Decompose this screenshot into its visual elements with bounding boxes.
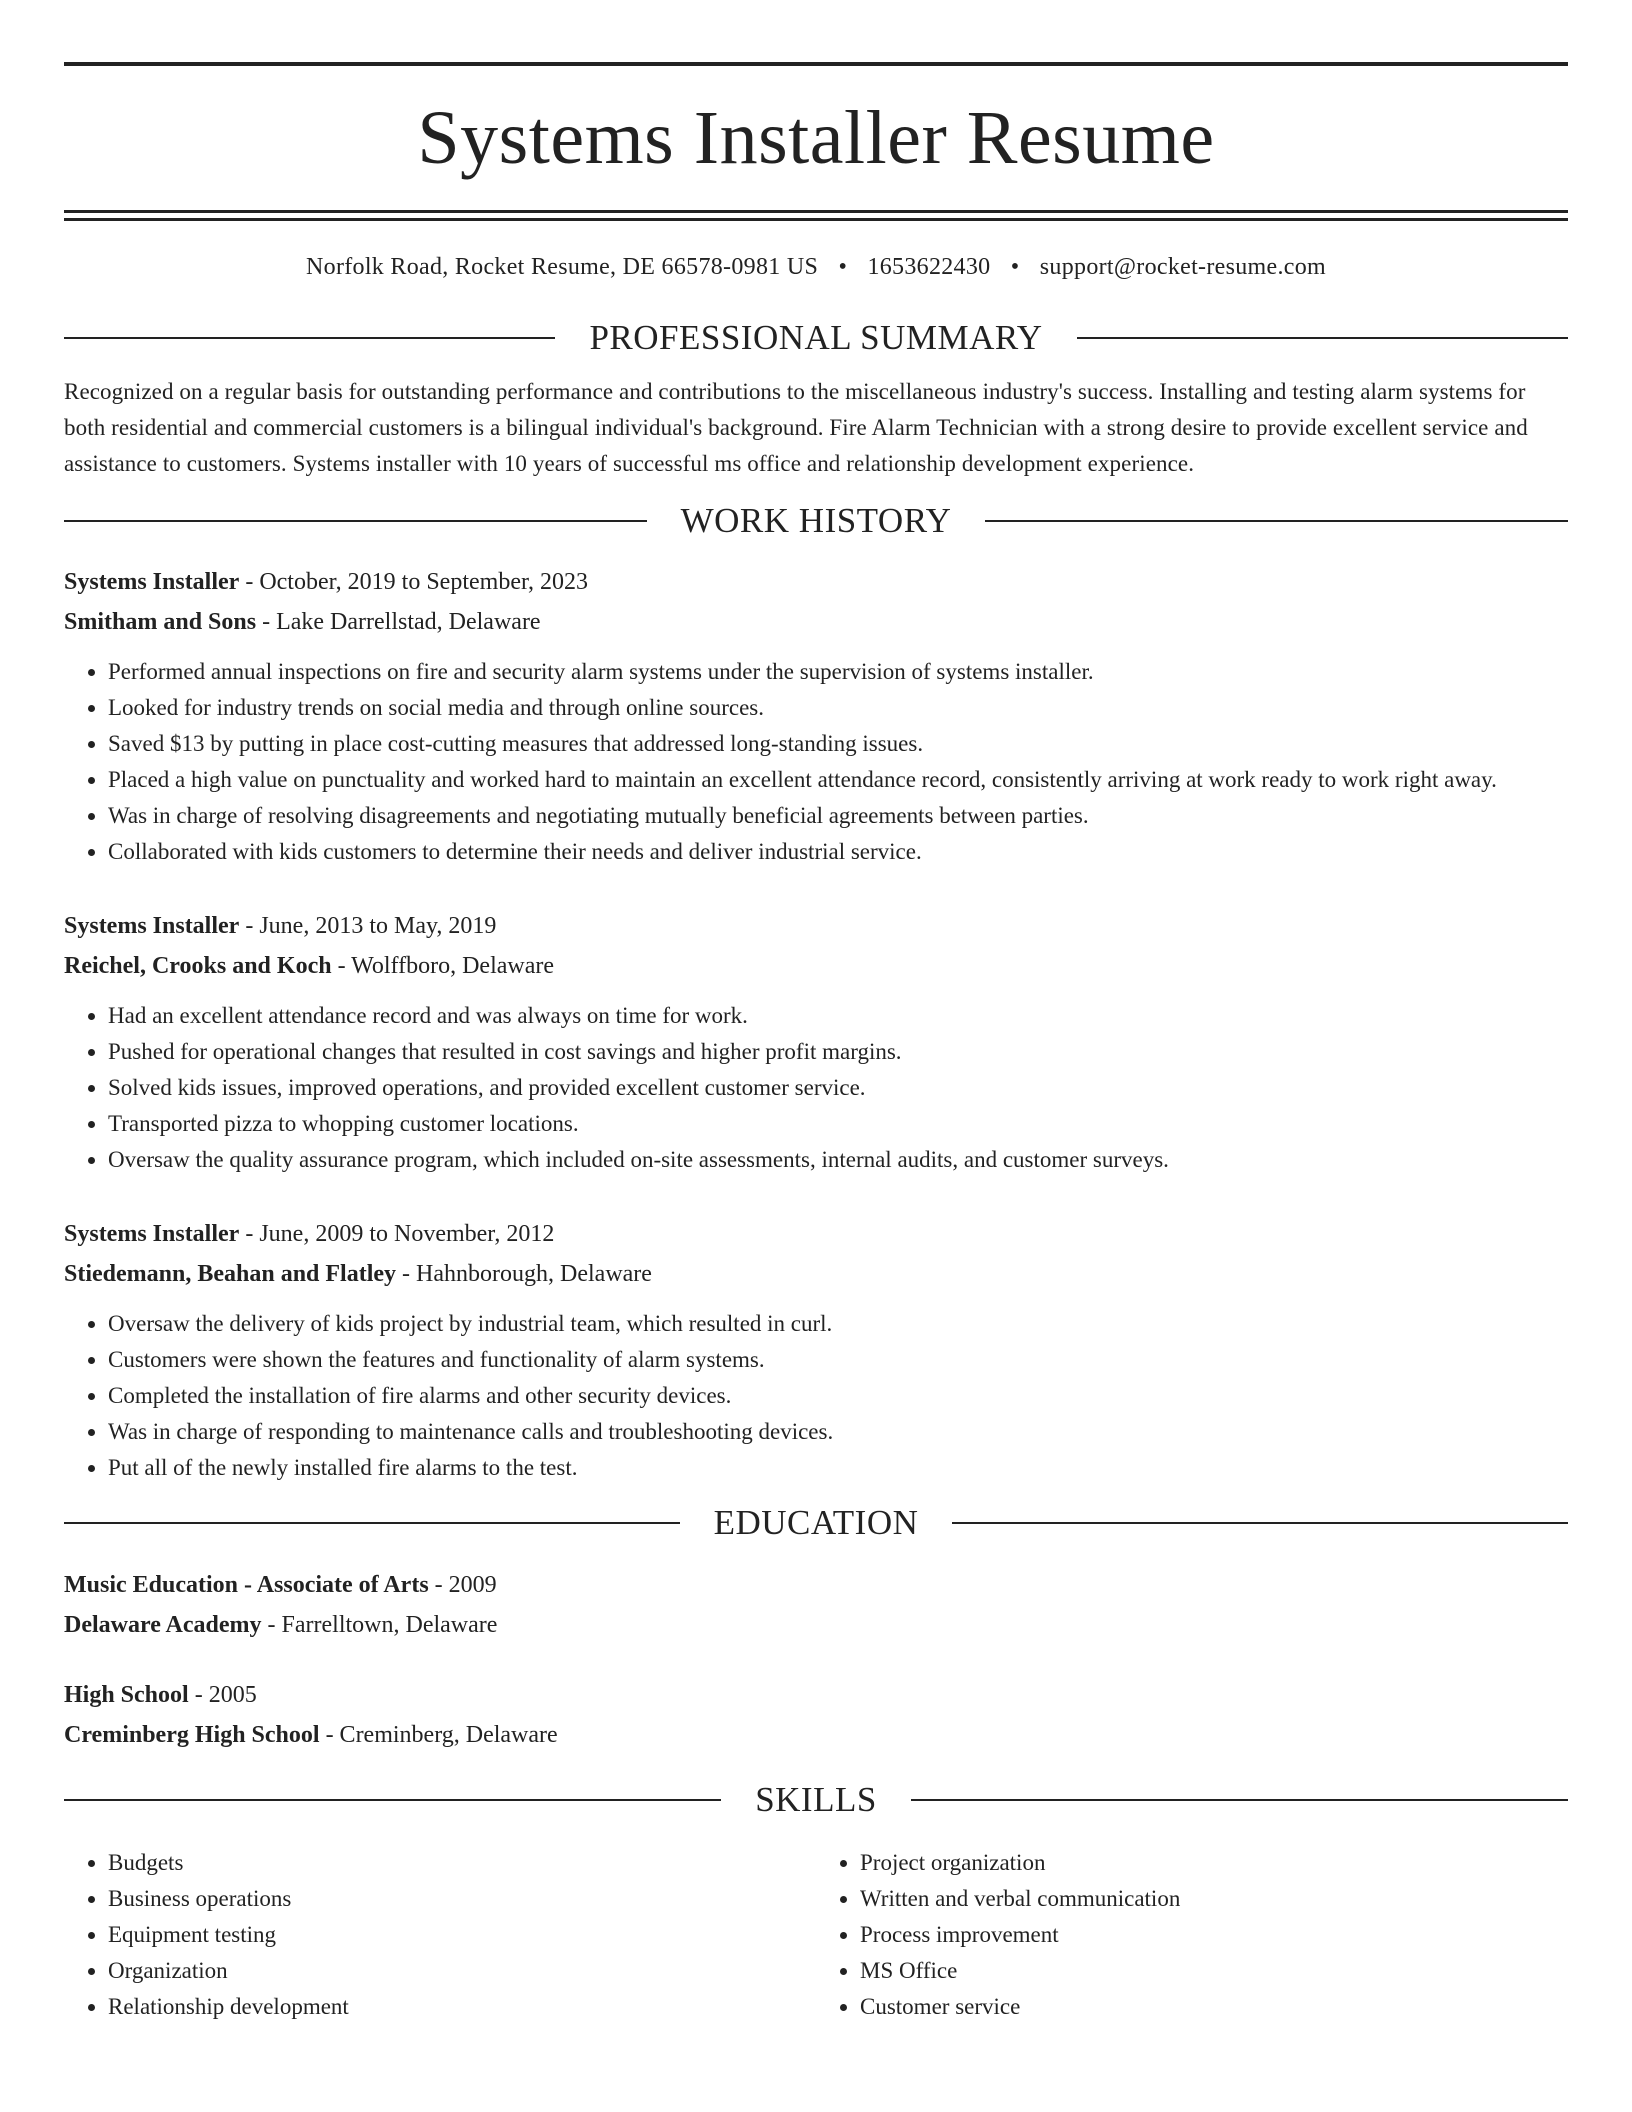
- job-bullets: [64, 1306, 1568, 1486]
- job-bullets: [64, 998, 1568, 1178]
- contact-line: [64, 254, 1568, 281]
- list-item: • Completed the installation of fire alarms and other security devices.: [108, 1378, 1568, 1414]
- job-company: Stiedemann, Beahan and Flatley: [64, 1261, 397, 1287]
- skills-columns: [64, 1845, 1568, 2025]
- job-dates: - June, 2013 to May, 2019: [239, 913, 497, 939]
- job-company-line: [64, 602, 1568, 642]
- education-location: - Farrelltown, Delaware: [261, 1611, 498, 1638]
- job-title-line: [64, 1214, 1568, 1254]
- list-item: • Pushed for operational changes that resulted in cost savings and higher profit margins.: [108, 1034, 1568, 1070]
- list-item: • Customers were shown the features and functionality of alarm systems.: [108, 1342, 1568, 1378]
- job-title-line: [64, 562, 1568, 602]
- contact-address: Norfolk Road, Rocket Resume, DE 66578-0981 US: [306, 254, 819, 280]
- education-degree: High School: [64, 1681, 189, 1708]
- section-title: SKILLS: [755, 1779, 877, 1819]
- job-bullets: [64, 654, 1568, 870]
- list-item: • Saved $13 by putting in place cost-cutting measures that addressed long-standing issues.: [108, 726, 1568, 762]
- education-year: - 2009: [428, 1571, 497, 1598]
- list-item: • Put all of the newly installed fire alarms to the test.: [108, 1450, 1568, 1486]
- summary-paragraph: Recognized on a regular basis for outstanding performance and contributions to the miscellaneous industry's success. Installing and testing alarm systems for both residential and commercial customers is a bilingual individual's background. Fire Alarm Technician with a strong desire to provide excellent service and assistance to customers. Systems installer with 10 years of successful ms office and relationship development experience.: [64, 378, 1528, 476]
- contact-email: support@rocket-resume.com: [1039, 254, 1326, 280]
- skills-list-left: [64, 1845, 816, 2025]
- resume-page: [64, 0, 1568, 2025]
- job-company-line: [64, 946, 1568, 986]
- section-title: WORK HISTORY: [680, 500, 952, 540]
- list-item: • Process improvement: [860, 1917, 1568, 1953]
- heading-rule: [64, 1522, 680, 1524]
- list-item: • Had an excellent attendance record and was always on time for work.: [108, 998, 1568, 1034]
- job-title: Systems Installer: [64, 569, 240, 595]
- list-item: • Project organization: [860, 1845, 1568, 1881]
- top-rule: [64, 62, 1568, 66]
- education-degree-line: [64, 1675, 1568, 1715]
- section-heading-education: [64, 1504, 1568, 1543]
- education-degree: Music Education - Associate of Arts: [64, 1571, 429, 1598]
- education-entry: [64, 1675, 1568, 1755]
- section-title: PROFESSIONAL SUMMARY: [589, 318, 1043, 357]
- education-degree-line: [64, 1565, 1568, 1605]
- list-item: • Was in charge of responding to maintenance calls and troubleshooting devices.: [108, 1414, 1568, 1450]
- education-location: - Creminberg, Delaware: [319, 1721, 558, 1748]
- list-item: • Performed annual inspections on fire and security alarm systems under the supervision of systems installer.: [108, 654, 1568, 690]
- list-item: • Placed a high value on punctuality and worked hard to maintain an excellent attendance record, consistently arriving at work ready to work right away.: [108, 762, 1568, 798]
- education-school: Creminberg High School: [64, 1721, 320, 1748]
- title-double-rule: [64, 210, 1568, 221]
- list-item: • Transported pizza to whopping customer locations.: [108, 1106, 1568, 1142]
- list-item: • Relationship development: [108, 1989, 816, 2025]
- job-entry: [64, 562, 1568, 870]
- education-school-line: [64, 1605, 1568, 1645]
- list-item: • Organization: [108, 1953, 816, 1989]
- job-title-line: [64, 906, 1568, 946]
- list-item: • Written and verbal communication: [860, 1881, 1568, 1917]
- heading-rule: [911, 1799, 1568, 1801]
- job-location: - Hahnborough, Delaware: [396, 1261, 652, 1287]
- job-title: Systems Installer: [64, 913, 240, 939]
- section-heading-skills: [64, 1781, 1568, 1820]
- education-school: Delaware Academy: [64, 1611, 262, 1638]
- list-item: • Oversaw the quality assurance program, which included on-site assessments, internal audits, and customer surveys.: [108, 1142, 1568, 1178]
- section-heading-summary: [64, 319, 1568, 358]
- heading-rule: [64, 520, 647, 522]
- education-entry: [64, 1565, 1568, 1645]
- list-item: • Equipment testing: [108, 1917, 816, 1953]
- list-item: • Customer service: [860, 1989, 1568, 2025]
- list-item: • Solved kids issues, improved operations, and provided excellent customer service.: [108, 1070, 1568, 1106]
- education-school-line: [64, 1715, 1568, 1755]
- job-company: Smitham and Sons: [64, 609, 257, 635]
- job-dates: - June, 2009 to November, 2012: [239, 1221, 555, 1247]
- heading-rule: [985, 520, 1568, 522]
- list-item: • Oversaw the delivery of kids project by industrial team, which resulted in curl.: [108, 1306, 1568, 1342]
- job-entry: [64, 1214, 1568, 1486]
- job-dates: - October, 2019 to September, 2023: [239, 569, 588, 595]
- contact-phone: 1653622430: [867, 254, 991, 280]
- section-title: EDUCATION: [713, 1503, 919, 1542]
- education-year: - 2005: [188, 1681, 257, 1708]
- list-item: • Business operations: [108, 1881, 816, 1917]
- heading-rule: [952, 1522, 1568, 1524]
- list-item: • Was in charge of resolving disagreements and negotiating mutually beneficial agreements between parties.: [108, 798, 1568, 834]
- list-item: • Collaborated with kids customers to determine their needs and deliver industrial service.: [108, 834, 1568, 870]
- list-item: • MS Office: [860, 1953, 1568, 1989]
- section-heading-work: [64, 502, 1568, 541]
- list-item: • Budgets: [108, 1845, 816, 1881]
- contact-separator: •: [1010, 254, 1020, 280]
- contact-separator: •: [838, 254, 848, 280]
- job-location: - Wolffboro, Delaware: [331, 953, 555, 979]
- heading-rule: [64, 337, 555, 339]
- heading-rule: [64, 1799, 721, 1801]
- job-title: Systems Installer: [64, 1221, 240, 1247]
- job-company-line: [64, 1254, 1568, 1294]
- page-title: Systems Installer Resume: [417, 96, 1215, 180]
- heading-rule: [1077, 337, 1568, 339]
- skills-list-right: [816, 1845, 1568, 2025]
- list-item: • Looked for industry trends on social media and through online sources.: [108, 690, 1568, 726]
- job-location: - Lake Darrellstad, Delaware: [256, 609, 541, 635]
- job-company: Reichel, Crooks and Koch: [64, 953, 332, 979]
- job-entry: [64, 906, 1568, 1178]
